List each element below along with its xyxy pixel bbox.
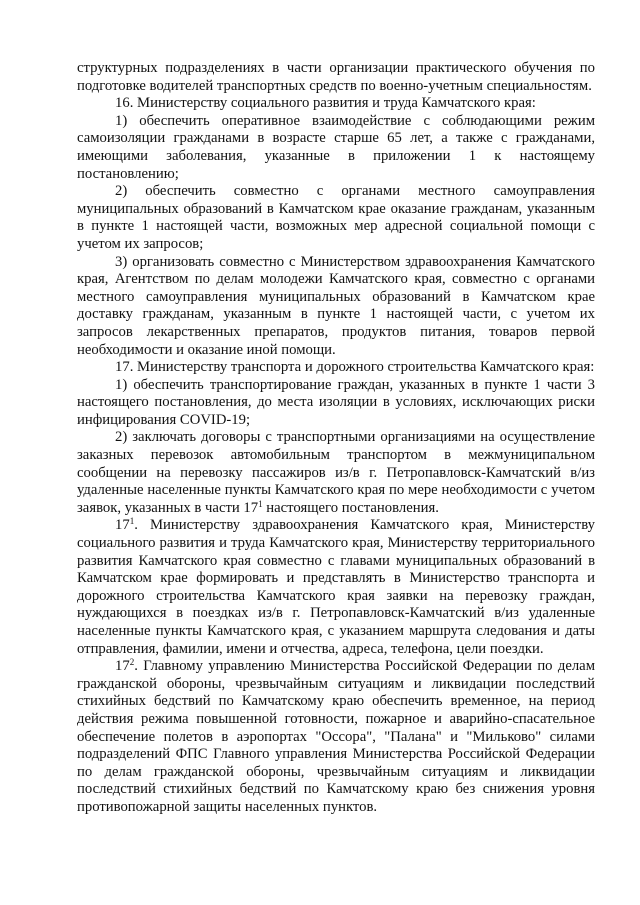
superscript: 1 [258, 498, 263, 509]
paragraph-16-heading: 16. Министерству социального развития и труда Камчатского края: [115, 95, 536, 112]
paragraph-continuation: структурных подразделениях в части организации практического обучения по подготовке водителей транспортных средств по военно-учетным специальностям. [77, 60, 595, 94]
paragraph-17-item-2 [77, 429, 595, 517]
superscript: 2 [129, 657, 135, 668]
paragraph-17-item-2-tail: настоящего постановления. [262, 499, 439, 516]
paragraph-17-2-text: . Главному управлению Министерства Российской Федерации по делам гражданской обороны, чрезвычайным ситуациям и ликвидации последствий стихийных бедствий по Камчатскому краю обеспечить временное, на период действия режима повышенной готовности, пожарное и аварийно-спасательное обеспечение полетов в аэропортах "Оссора", "Палана" и "Мильково" силами подразделений ФПС Главного управления Министерства Российской Федерации по делам гражданской обороны, чрезвычайным ситуациям и ликвидации последствий стихийных бедствий по Камчатскому краю без снижения уровня противопожарной защиты населенных пунктов. [77, 658, 595, 815]
document-page [77, 60, 595, 817]
paragraph-number: 17 [115, 517, 130, 534]
paragraph-17-2 [77, 658, 595, 816]
paragraph-17-1 [77, 517, 595, 658]
paragraph-17-item-1: 1) обеспечить транспортирование граждан, указанных в пункте 1 части 3 настоящего постановления, до места изоляции в условиях, исключающих риски инфицирования COVID-19; [77, 376, 595, 428]
paragraph-17-item-2-text: 2) заключать договоры с транспортными организациями на осуществление заказных перевозок автомобильным транспортом в межмуниципальном сообщении на перевозку пассажиров из/в г. Петропавловск-Камчатский в/из удаленные населенные пункты Камчатского края по мере необходимости с учетом заявок, указанных в части 17 [77, 429, 595, 516]
superscript: 1 [129, 516, 135, 527]
paragraph-16-item-3: 3) организовать совместно с Министерством здравоохранения Камчатского края, Агентством по делам молодежи Камчатского края, совместно с органами местного самоуправления муниципальных образований в Камчатском крае доставку гражданам, указанным в пункте 1 настоящей части, с учетом их запросов лекарственных препаратов, продуктов питания, товаров первой необходимости и оказание иной помощи. [77, 253, 595, 358]
paragraph-16-item-1: 1) обеспечить оперативное взаимодействие с соблюдающими режим самоизоляции гражданами в возрасте старше 65 лет, а также с гражданами, имеющими заболевания, указанные в приложении 1 к настоящему постановлению; [77, 112, 595, 182]
paragraph-17-1-text: . Министерству здравоохранения Камчатского края, Министерству социального развития и труда Камчатского края, Министерству территориального развития Камчатского края совместно с главами муниципальных образований в Камчатском крае формировать и представлять в Министерство транспорта и дорожного строительства Камчатского края заявки на перевозку граждан, нуждающихся в поездках из/в г. Петропавловск-Камчатский в/из удаленные населенные пункты Камчатского края, с указанием маршрута следования и даты отправления, фамилии, имени и отчества, адреса, телефона, цели поездки. [77, 517, 595, 657]
paragraph-number: 17 [115, 658, 130, 675]
paragraph-16-item-2: 2) обеспечить совместно с органами местного самоуправления муниципальных образований в Камчатском крае оказание гражданам, указанным в пункте 1 настоящей части, возможных мер адресной социальной помощи с учетом их запросов; [77, 183, 595, 252]
paragraph-17-heading: 17. Министерству транспорта и дорожного строительства Камчатского края: [115, 359, 595, 376]
